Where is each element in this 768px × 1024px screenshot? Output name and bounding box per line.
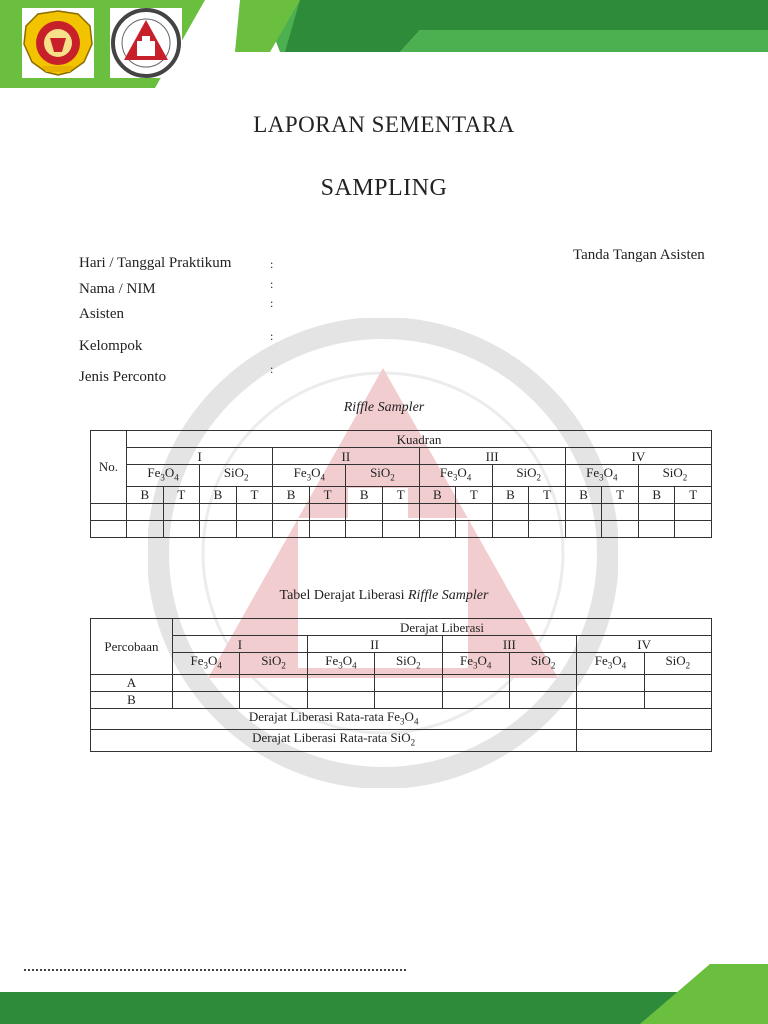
field-colon: : (270, 257, 274, 271)
bt-header: T (382, 486, 419, 503)
field-colon: : (270, 329, 274, 343)
mineral-fe3o4: $Fe_3O_4$ (273, 465, 346, 487)
mineral-sio2: SiO$_2$ (644, 653, 711, 675)
mineral-sio2: SiO$_2$ (375, 653, 442, 675)
mineral-sio2: SiO$_2$ (509, 653, 576, 675)
mineral-fe3o4: $Fe_3O_4$ (173, 653, 240, 675)
liberation-degree-table (90, 618, 712, 752)
quadrant-header: II (307, 636, 442, 653)
page-subtitle: SAMPLING (320, 175, 448, 201)
table-row (91, 691, 712, 708)
bt-header: B (346, 486, 383, 503)
bt-header: T (236, 486, 273, 503)
table-row (91, 503, 712, 520)
university-logo (22, 8, 94, 78)
mineral-sio2: SiO$_2$ (638, 465, 711, 487)
field-colon: : (270, 296, 274, 310)
average-fe3o4-label: Derajat Liberasi Rata-rata $Fe_3O_4$ (91, 708, 577, 730)
mineral-fe3o4: $Fe_3O_4$ (307, 653, 374, 675)
bt-header: B (419, 486, 456, 503)
mineral-fe3o4: $Fe_3O_4$ (565, 465, 638, 487)
quadrant-header: III (442, 636, 577, 653)
bt-header: T (163, 486, 200, 503)
page-title: LAPORAN SEMENTARA (253, 112, 515, 137)
average-sio2-label: Derajat Liberasi Rata-rata SiO$_2$ (91, 730, 577, 752)
mineral-fe3o4: $Fe_3O_4$ (442, 653, 509, 675)
mineral-fe3o4: $Fe_3O_4$ (127, 465, 200, 487)
derajat-liberasi-header: Derajat Liberasi (173, 619, 712, 636)
bt-header: T (602, 486, 639, 503)
mineral-fe3o4: $Fe_3O_4$ (419, 465, 492, 487)
bt-header: B (127, 486, 164, 503)
bt-header: B (638, 486, 675, 503)
table-row (91, 730, 712, 752)
quadrant-header: I (173, 636, 308, 653)
table1-caption: Riffle Sampler (343, 400, 425, 415)
bt-header: T (675, 486, 712, 503)
field-label-group: Kelompok (79, 338, 143, 354)
mineral-fe3o4: $Fe_3O_4$ (577, 653, 644, 675)
footer-green-band (0, 964, 768, 1024)
percobaan-header: Percobaan (91, 619, 173, 675)
bt-header: T (456, 486, 493, 503)
riffle-sampler-table (90, 430, 712, 538)
table-row (91, 708, 712, 730)
table-row (91, 520, 712, 537)
field-label-name: Nama / NIM (79, 281, 156, 297)
quadrant-header: II (273, 448, 419, 465)
row-label: A (91, 674, 173, 691)
bt-header: B (200, 486, 237, 503)
field-colon: : (270, 362, 274, 376)
laboratory-triangle-icon (110, 8, 182, 78)
table2-caption: Tabel Derajat Liberasi Riffle Sampler (279, 588, 489, 603)
quadrant-header: IV (565, 448, 711, 465)
row-label: B (91, 691, 173, 708)
university-emblem-icon (22, 8, 94, 78)
bt-header: B (565, 486, 602, 503)
bt-header: B (492, 486, 529, 503)
quadrant-header: III (419, 448, 565, 465)
table-row (91, 674, 712, 691)
quadrant-header: I (127, 448, 273, 465)
bt-header: T (309, 486, 346, 503)
signature-label: Tanda Tangan Asisten (573, 247, 705, 263)
mineral-sio2: SiO$_2$ (346, 465, 419, 487)
no-header: No. (91, 431, 127, 504)
mineral-sio2: SiO$_2$ (492, 465, 565, 487)
mineral-sio2: SiO$_2$ (240, 653, 307, 675)
field-label-sample-type: Jenis Perconto (79, 369, 167, 385)
field-colon: : (270, 277, 274, 291)
laboratory-logo (110, 8, 182, 78)
bt-header: B (273, 486, 310, 503)
quadrant-header: IV (577, 636, 712, 653)
field-label-date: Hari / Tanggal Praktikum (79, 255, 232, 271)
kuadran-header: Kuadran (127, 431, 712, 448)
mineral-sio2: SiO$_2$ (200, 465, 273, 487)
field-label-assistant: Asisten (79, 306, 124, 322)
bt-header: T (529, 486, 566, 503)
